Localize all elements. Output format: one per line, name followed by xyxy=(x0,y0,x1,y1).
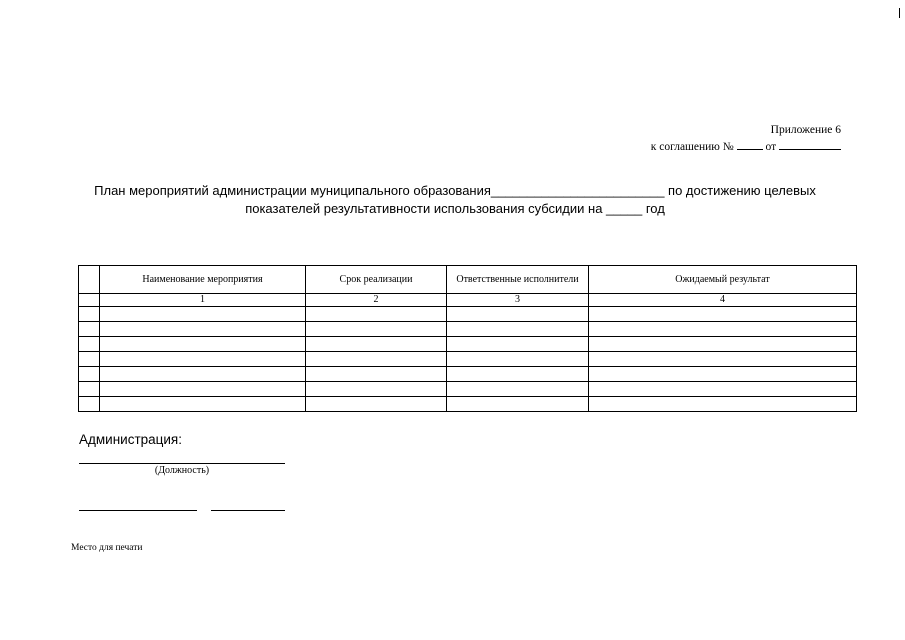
table-cell[interactable] xyxy=(100,352,306,367)
table-row xyxy=(79,307,857,322)
table-cell[interactable] xyxy=(447,352,589,367)
agreement-number-blank[interactable] xyxy=(737,138,763,150)
row-index-cell xyxy=(79,397,100,412)
page-edge-mark xyxy=(899,8,900,18)
table-cell[interactable] xyxy=(306,322,447,337)
table-cell[interactable] xyxy=(589,382,857,397)
agreement-label: к соглашению № xyxy=(650,141,734,153)
column-number-2: 2 xyxy=(306,294,447,307)
table-cell[interactable] xyxy=(306,337,447,352)
table-row xyxy=(79,367,857,382)
table-cell[interactable] xyxy=(100,322,306,337)
agreement-reference xyxy=(651,138,841,155)
appendix-number: Приложение 6 xyxy=(770,124,841,136)
column-number-4: 4 xyxy=(589,294,857,307)
appendix-header xyxy=(651,122,841,155)
table-cell[interactable] xyxy=(447,382,589,397)
header-responsible: Ответственные исполнители xyxy=(447,266,589,294)
table-cell[interactable] xyxy=(100,397,306,412)
agreement-date-label: от xyxy=(765,141,777,153)
column-number-1: 1 xyxy=(100,294,306,307)
document-title xyxy=(60,182,850,218)
table-cell[interactable] xyxy=(447,322,589,337)
table-cell[interactable] xyxy=(100,307,306,322)
index-header-cell xyxy=(79,266,100,294)
row-index-cell xyxy=(79,337,100,352)
table-cell[interactable] xyxy=(447,397,589,412)
position-caption: (Должность) xyxy=(154,465,210,476)
header-expected-result: Ожидаемый результат xyxy=(589,266,857,294)
row-index-cell xyxy=(79,322,100,337)
table-cell[interactable] xyxy=(447,337,589,352)
row-index-cell xyxy=(79,367,100,382)
header-activity-name: Наименование мероприятия xyxy=(100,266,306,294)
table-row xyxy=(79,337,857,352)
table-header-row xyxy=(79,266,857,294)
table-cell[interactable] xyxy=(447,367,589,382)
table-cell[interactable] xyxy=(306,307,447,322)
column-number-row xyxy=(79,294,857,307)
title-line-1: План мероприятий администрации муниципального образования________________________ по достижению целевых xyxy=(94,183,816,198)
row-index-cell xyxy=(79,307,100,322)
table-row xyxy=(79,382,857,397)
activities-plan-table xyxy=(78,265,857,412)
table-cell[interactable] xyxy=(306,352,447,367)
table-cell[interactable] xyxy=(100,382,306,397)
agreement-date-blank[interactable] xyxy=(779,138,841,150)
table-cell[interactable] xyxy=(306,367,447,382)
row-index-cell xyxy=(79,382,100,397)
table-cell[interactable] xyxy=(589,352,857,367)
table-cell[interactable] xyxy=(589,367,857,382)
header-deadline: Срок реализации xyxy=(306,266,447,294)
table-cell[interactable] xyxy=(100,337,306,352)
column-number-3: 3 xyxy=(447,294,589,307)
row-index-cell xyxy=(79,352,100,367)
position-signature-line[interactable] xyxy=(79,463,285,464)
table-cell[interactable] xyxy=(589,307,857,322)
table-row xyxy=(79,352,857,367)
index-number-cell xyxy=(79,294,100,307)
table-cell[interactable] xyxy=(589,322,857,337)
stamp-place-label: Место для печати xyxy=(71,543,143,553)
name-line[interactable] xyxy=(211,510,285,511)
table-cell[interactable] xyxy=(589,397,857,412)
table-cell[interactable] xyxy=(589,337,857,352)
signature-line[interactable] xyxy=(79,510,197,511)
table-cell[interactable] xyxy=(306,382,447,397)
title-line-2: показателей результативности использования субсидии на _____ год xyxy=(245,201,665,216)
table-row xyxy=(79,322,857,337)
table-cell[interactable] xyxy=(100,367,306,382)
administration-label: Администрация: xyxy=(79,432,182,447)
table-cell[interactable] xyxy=(306,397,447,412)
table-cell[interactable] xyxy=(447,307,589,322)
empty-rows-body xyxy=(79,307,857,412)
table-row xyxy=(79,397,857,412)
